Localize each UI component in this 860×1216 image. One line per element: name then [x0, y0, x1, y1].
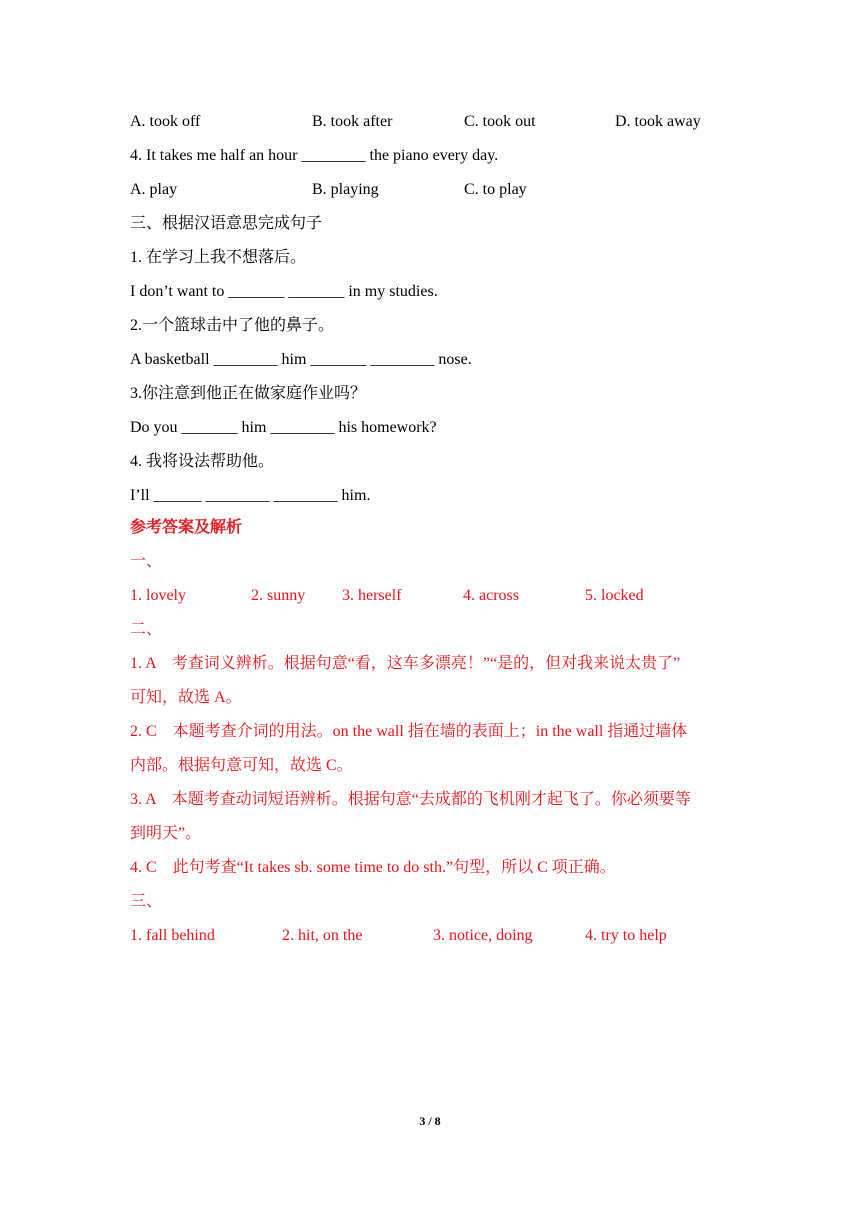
- section3-title: 三、根据汉语意思完成句子: [130, 215, 323, 232]
- s3-item-1-en: I don’t want to _______ _______ in my studies.: [130, 283, 438, 300]
- ans2-heading: 二、: [130, 621, 163, 638]
- ans1-heading: 一、: [130, 553, 163, 570]
- ans2-line: 内部。根据句意可知，故选 C。: [130, 757, 353, 774]
- q4-question: 4. It takes me half an hour ________ the piano every day.: [130, 147, 499, 164]
- s3-item-4-en: I’ll ______ ________ ________ him.: [130, 487, 371, 504]
- q3-option-c: C. took out: [464, 113, 536, 130]
- ans3-item: 4. try to help: [585, 927, 667, 944]
- s3-item-1-cn: 1. 在学习上我不想落后。: [130, 249, 307, 266]
- s3-item-2-en: A basketball ________ him _______ ________ nose.: [130, 351, 472, 368]
- ans1-item: 1. lovely: [130, 587, 186, 604]
- page-number: 3 / 8: [419, 1114, 441, 1128]
- answers-title: 参考答案及解析: [130, 519, 243, 536]
- s3-item-4-cn: 4. 我将设法帮助他。: [130, 453, 275, 470]
- ans3-item: 3. notice, doing: [433, 927, 533, 944]
- ans3-heading: 三、: [130, 893, 163, 910]
- ans2-line: 2. C 本题考查介词的用法。on the wall 指在墙的表面上；in the wall 指通过墙体: [130, 723, 688, 740]
- q3-option-b: B. took after: [312, 113, 393, 130]
- ans1-item: 3. herself: [342, 587, 402, 604]
- q4-option-b: B. playing: [312, 181, 379, 198]
- s3-item-2-cn: 2.一个篮球击中了他的鼻子。: [130, 317, 335, 334]
- ans3-item: 2. hit, on the: [282, 927, 363, 944]
- ans1-item: 5. locked: [585, 587, 644, 604]
- ans2-line: 可知，故选 A。: [130, 689, 242, 706]
- ans2-line: 到明天”。: [130, 825, 202, 842]
- ans3-item: 1. fall behind: [130, 927, 215, 944]
- s3-item-3-en: Do you _______ him ________ his homework?: [130, 419, 437, 436]
- ans2-line: 4. C 此句考查“It takes sb. some time to do sth.”句型，所以 C 项正确。: [130, 859, 616, 876]
- q3-option-d: D. took away: [615, 113, 701, 130]
- q4-option-c: C. to play: [464, 181, 527, 198]
- q3-option-a: A. took off: [130, 113, 201, 130]
- q4-option-a: A. play: [130, 181, 178, 198]
- ans1-item: 4. across: [463, 587, 519, 604]
- s3-item-3-cn: 3.你注意到他正在做家庭作业吗？: [130, 385, 367, 402]
- ans2-line: 1. A 考查词义辨析。根据句意“看，这车多漂亮！”“是的，但对我来说太贵了”: [130, 655, 681, 672]
- ans1-item: 2. sunny: [251, 587, 306, 604]
- ans2-line: 3. A 本题考查动词短语辨析。根据句意“去成都的飞机刚才起飞了。你必须要等: [130, 791, 691, 808]
